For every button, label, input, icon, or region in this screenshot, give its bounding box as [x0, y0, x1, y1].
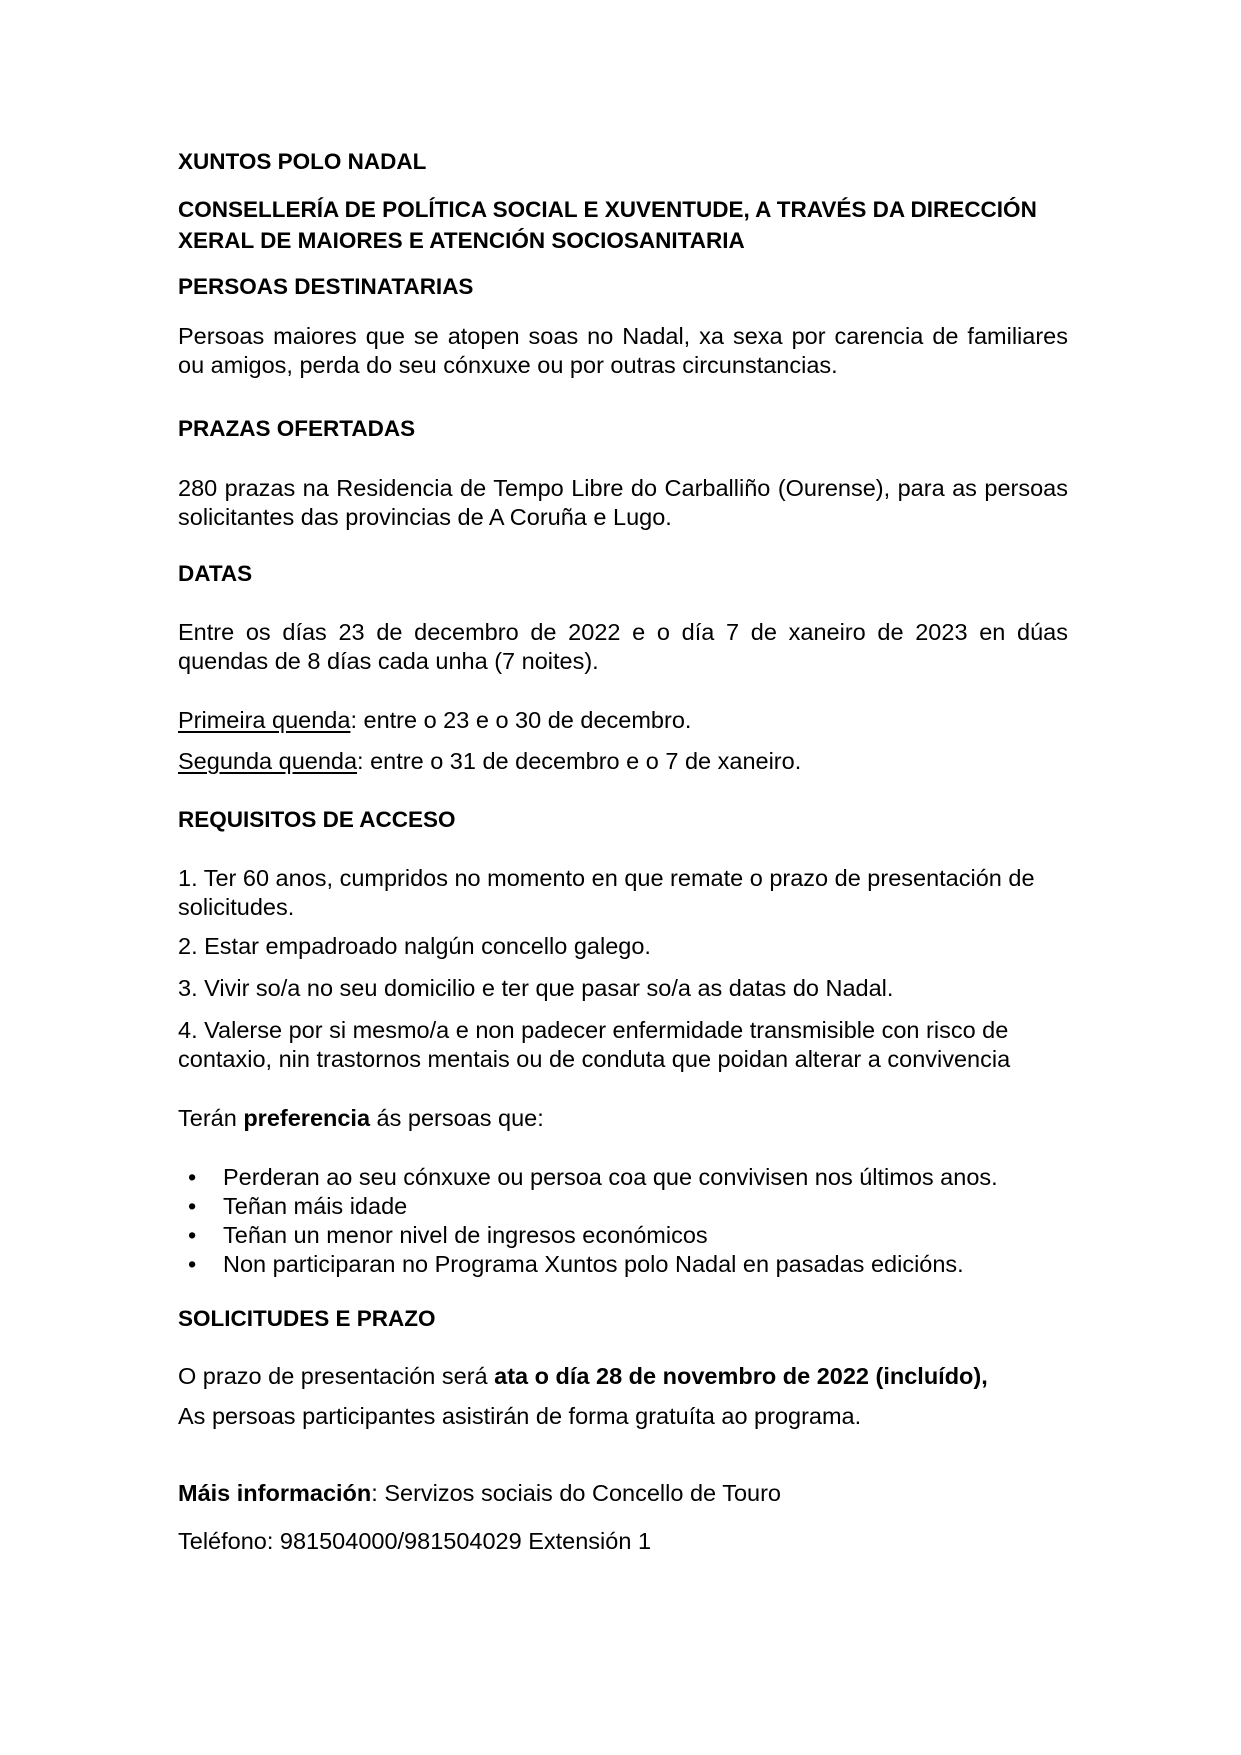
places-text: 280 prazas na Residencia de Tempo Libre do Carballiño (Ourense), para as persoas solicitantes das provincias de A Coruña e Lugo.: [178, 475, 1068, 530]
shift-2-text: : entre o 31 de decembro e o 7 de xaneiro.: [357, 748, 802, 774]
phone-line: Teléfono: 981504000/981504029 Extensión 1: [178, 1528, 652, 1554]
list-item: [178, 1221, 1068, 1250]
places-heading: PRAZAS OFERTADAS: [178, 416, 416, 441]
shift-1-text: : entre o 23 e o 30 de decembro.: [350, 707, 692, 733]
bullet-icon: •: [188, 1222, 197, 1248]
bullet-icon: •: [188, 1251, 197, 1277]
deadline-date: ata o día 28 de novembro de 2022 (incluído),: [494, 1363, 988, 1389]
applications-heading: SOLICITUDES E PRAZO: [178, 1306, 436, 1331]
requirement-item: 2. Estar empadroado nalgún concello galego.: [178, 933, 651, 959]
organizer-heading: CONSELLERÍA DE POLÍTICA SOCIAL E XUVENTUDE, A TRAVÉS DA DIRECCIÓN XERAL DE MAIORES E ATENCIÓN SOCIOSANITARIA: [178, 197, 1037, 253]
list-item-text: Perderan ao seu cónxuxe ou persoa coa que convivisen nos últimos anos.: [223, 1164, 998, 1190]
dates-heading: DATAS: [178, 561, 253, 586]
preference-intro: [178, 1104, 1068, 1133]
requirements-heading: REQUISITOS DE ACCESO: [178, 807, 456, 832]
preference-list: [178, 1163, 1068, 1279]
recipients-text: Persoas maiores que se atopen soas no Nadal, xa sexa por carencia de familiares ou amigos, perda do seu cónxuxe ou por outras circunstancias.: [178, 323, 1068, 378]
list-item-text: Teñan máis idade: [223, 1193, 408, 1219]
deadline-line: [178, 1362, 1068, 1391]
list-item: [178, 1163, 1068, 1192]
preference-suffix: ás persoas que:: [370, 1105, 544, 1131]
more-info-text: : Servizos sociais do Concello de Touro: [371, 1480, 781, 1506]
shift-2-line: [178, 747, 1068, 776]
dates-text: Entre os días 23 de decembro de 2022 e o día 7 de xaneiro de 2023 en dúas quendas de 8 días cada unha (7 noites).: [178, 619, 1068, 674]
preference-bold: preferencia: [243, 1105, 371, 1131]
shift-1-label: Primeira quenda: [178, 707, 351, 733]
list-item: [178, 1192, 1068, 1221]
list-item-text: Teñan un menor nivel de ingresos económicos: [223, 1222, 708, 1248]
requirement-item: 4. Valerse por si mesmo/a e non padecer enfermidade transmisible con risco de contaxio, nin trastornos mentais ou de conduta que poidan alterar a convivencia: [178, 1017, 1011, 1072]
more-info-label: Máis información: [178, 1480, 372, 1506]
shift-1-line: [178, 706, 1068, 735]
preference-prefix: Terán: [178, 1105, 244, 1131]
list-item: [178, 1250, 1068, 1279]
more-info-line: [178, 1479, 1068, 1508]
requirement-item: 1. Ter 60 anos, cumpridos no momento en que remate o prazo de presentación de solicitudes.: [178, 865, 1035, 920]
document-title: XUNTOS POLO NADAL: [178, 149, 427, 174]
bullet-icon: •: [188, 1164, 197, 1190]
recipients-heading: PERSOAS DESTINATARIAS: [178, 274, 474, 299]
bullet-icon: •: [188, 1193, 197, 1219]
requirement-item: 3. Vivir so/a no seu domicilio e ter que pasar so/a as datas do Nadal.: [178, 975, 894, 1001]
deadline-prefix: O prazo de presentación será: [178, 1363, 495, 1389]
list-item-text: Non participaran no Programa Xuntos polo Nadal en pasadas edicións.: [223, 1251, 964, 1277]
free-participation-text: As persoas participantes asistirán de forma gratuíta ao programa.: [178, 1403, 862, 1429]
shift-2-label: Segunda quenda: [178, 748, 358, 774]
